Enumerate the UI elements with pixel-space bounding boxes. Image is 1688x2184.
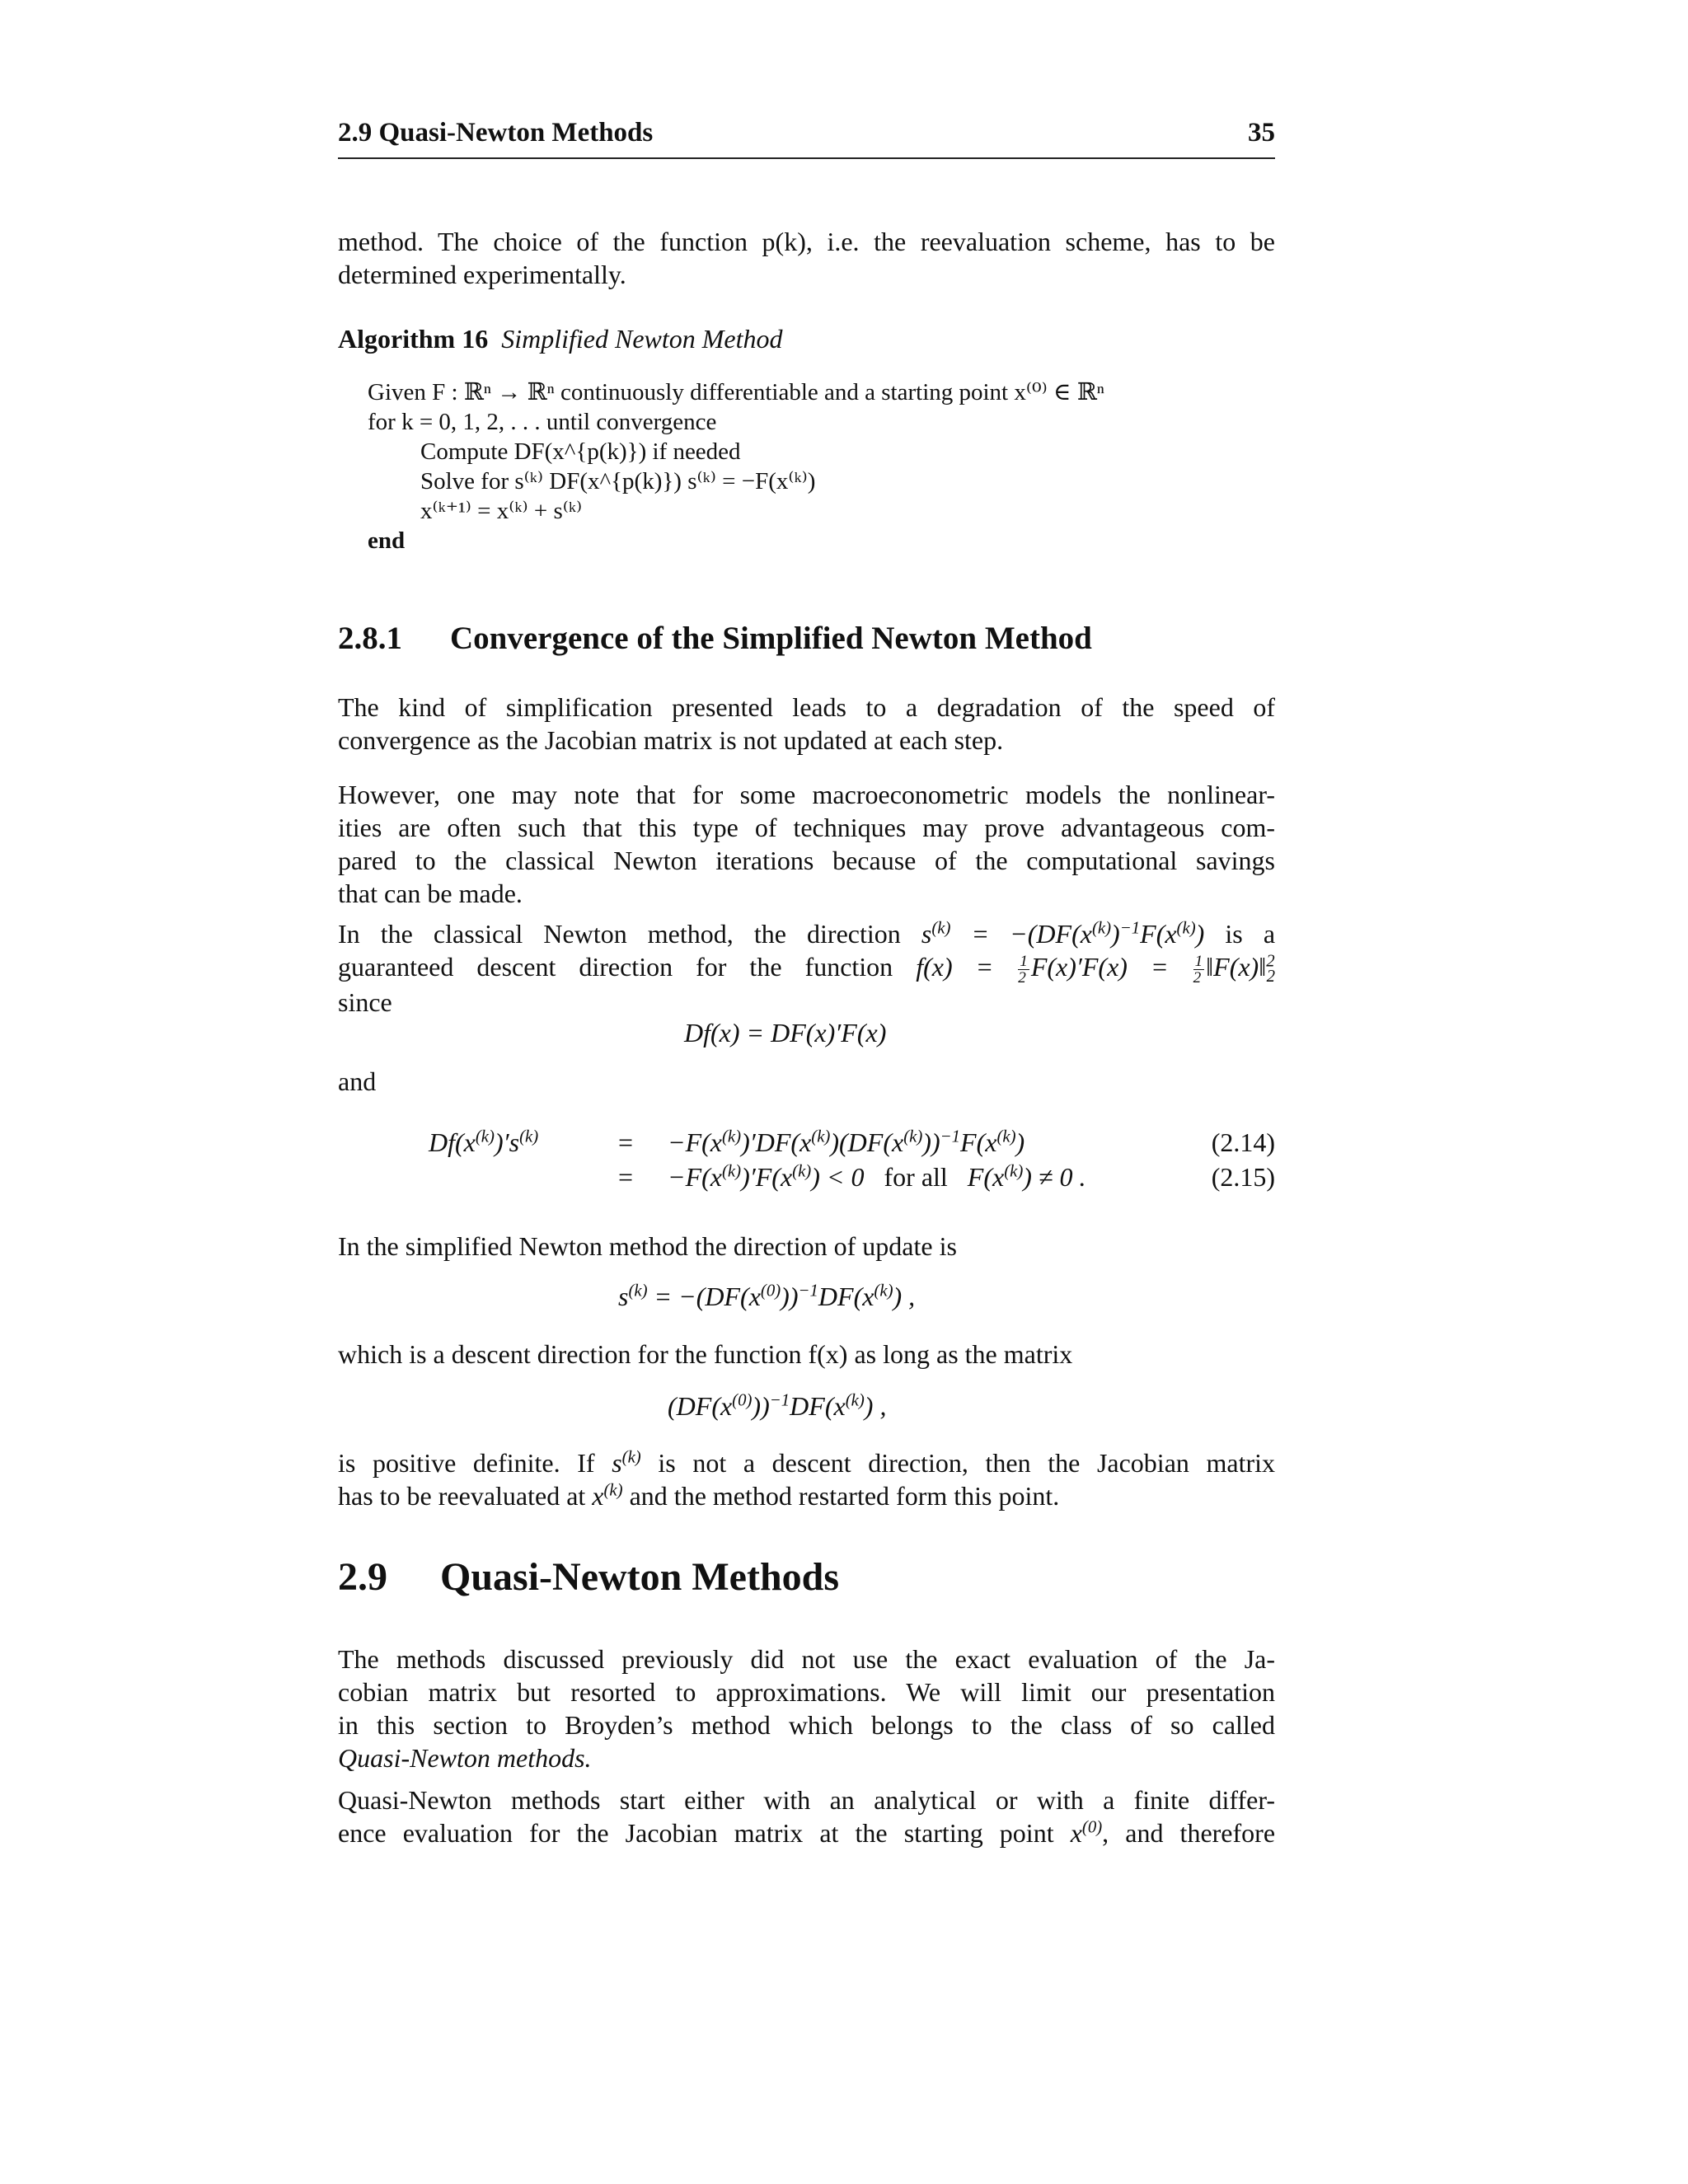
and-text: and: [338, 1066, 377, 1096]
intro-paragraph: [338, 225, 1275, 291]
section-number: 2.9: [338, 1555, 387, 1599]
algorithm-line-given: Given F : ℝⁿ → ℝⁿ continuously differentiable and a starting point x⁽⁰⁾ ∈ ℝⁿ: [368, 379, 1104, 405]
subsection-title: Convergence of the Simplified Newton Method: [450, 621, 1092, 656]
paragraph-quasi-newton-intro: [338, 1643, 1275, 1774]
paragraph-classical-newton: [338, 917, 1275, 1019]
paragraph-line: in this section to Broyden’s method which belongs to the class of so called: [338, 1710, 1275, 1740]
paragraph-line: ence evaluation for the Jacobian matrix at the starting point $x^{(0)}$, and therefore: [338, 1817, 1276, 1848]
algorithm-line-solve: Solve for s⁽ᵏ⁾ DF(x^{p(k)}) s⁽ᵏ⁾ = −F(x⁽ᵏ⁾): [420, 468, 816, 494]
paragraph-positive-definite: [338, 1446, 1275, 1512]
paragraph-simplified-direction: In the simplified Newton method the direction of update is: [338, 1231, 957, 1261]
paragraph-line: guaranteed descent direction for the function f(x) = $\frac{1}{2}$ F(x)′F(x) = $\frac{1}{2}$ ‖F(x)‖$^2_2$: [338, 951, 1275, 987]
equation-2-15-rhs: $-F(x^{(k)})'F(x^{(k)}) < 0$ for all $F(x^{(k)}) \ne 0$ .: [668, 1161, 1086, 1192]
paragraph-degradation: [338, 691, 1275, 757]
paragraph-line: However, one may note that for some macroeconometric models the nonlinear-: [338, 780, 1275, 809]
paragraph-line: The methods discussed previously did not use the exact evaluation of the Ja-: [338, 1644, 1275, 1674]
intro-line-1: method. The choice of the function p(k), i.e. the reevaluation scheme, has to be: [338, 227, 1275, 256]
equation-2-14-rhs: $-F(x^{(k)})'DF(x^{(k)})(DF(x^{(k)}))^{-1}F(x^{(k)})$: [668, 1127, 1025, 1157]
paragraph-line: convergence as the Jacobian matrix is not updated at each step.: [338, 725, 1004, 755]
paragraph-line: is positive definite. If $s^{(k)}$ is not a descent direction, then the Jacobian matrix: [338, 1447, 1276, 1478]
paragraph-line: has to be reevaluated at $x^{(k)}$ and the method restarted form this point.: [338, 1480, 1060, 1511]
algorithm-label: Algorithm 16: [338, 324, 489, 354]
equation-2-14-eq: =: [618, 1127, 634, 1157]
algorithm-line-end: end: [368, 527, 406, 554]
header-section-title: 2.9 Quasi-Newton Methods: [338, 118, 654, 148]
paragraph-line: that can be made.: [338, 879, 523, 908]
algorithm-body: [368, 377, 1104, 555]
paragraph-line: ities are often such that this type of techniques may prove advantageous com-: [338, 813, 1275, 842]
paragraph-quasi-newton-start: [338, 1783, 1275, 1849]
equation-number-2-15: (2.15): [1211, 1162, 1275, 1192]
paragraph-descent-condition: which is a descent direction for the function f(x) as long as the matrix: [338, 1339, 1073, 1369]
paragraph-line: cobian matrix but resorted to approximations. We will limit our presentation: [338, 1677, 1275, 1707]
paragraph-line: Quasi-Newton methods.: [338, 1743, 592, 1773]
paragraph-line: In the classical Newton method, the direction $s^{(k)} = -(DF(x^{(k)})^{-1}F(x^{(k)})$ is a: [338, 918, 1276, 949]
algorithm-title: [338, 324, 783, 354]
equation-number-2-14: (2.14): [1211, 1127, 1275, 1157]
intro-line-2: determined experimentally.: [338, 260, 626, 289]
algorithm-name: Simplified Newton Method: [501, 324, 783, 354]
algorithm-line-update: x⁽ᵏ⁺¹⁾ = x⁽ᵏ⁾ + s⁽ᵏ⁾: [420, 498, 583, 524]
equation-2-15-eq: =: [618, 1162, 634, 1192]
paragraph-line: since: [338, 987, 392, 1018]
section-title: Quasi-Newton Methods: [440, 1555, 840, 1599]
algorithm-line-for: for k = 0, 1, 2, . . . until convergence: [368, 409, 717, 435]
paragraph-macroeconometric: [338, 778, 1275, 910]
subsection-number: 2.8.1: [338, 621, 402, 656]
section-heading: [338, 1554, 839, 1600]
equation-2-14-lhs: $Df(x^{(k)})'s^{(k)}$: [429, 1127, 539, 1157]
equation-df: Df(x) = DF(x)′F(x): [684, 1018, 887, 1047]
paragraph-line: The kind of simplification presented leads to a degradation of the speed of: [338, 692, 1275, 722]
paragraph-line: pared to the classical Newton iterations because of the computational savings: [338, 846, 1275, 875]
equation-matrix: $(DF(x^{(0)}))^{-1}DF(x^{(k)})$ ,: [668, 1390, 887, 1421]
page-number: 35: [1248, 118, 1275, 148]
paragraph-line: Quasi-Newton methods start either with an analytical or with a finite differ-: [338, 1785, 1275, 1815]
subsection-heading: [338, 620, 1092, 657]
equation-simplified-step: $s^{(k)} = -(DF(x^{(0)}))^{-1}DF(x^{(k)})$ ,: [618, 1281, 916, 1311]
running-header: [338, 118, 1275, 159]
algorithm-line-compute: Compute DF(x^{p(k)}) if needed: [420, 438, 741, 465]
